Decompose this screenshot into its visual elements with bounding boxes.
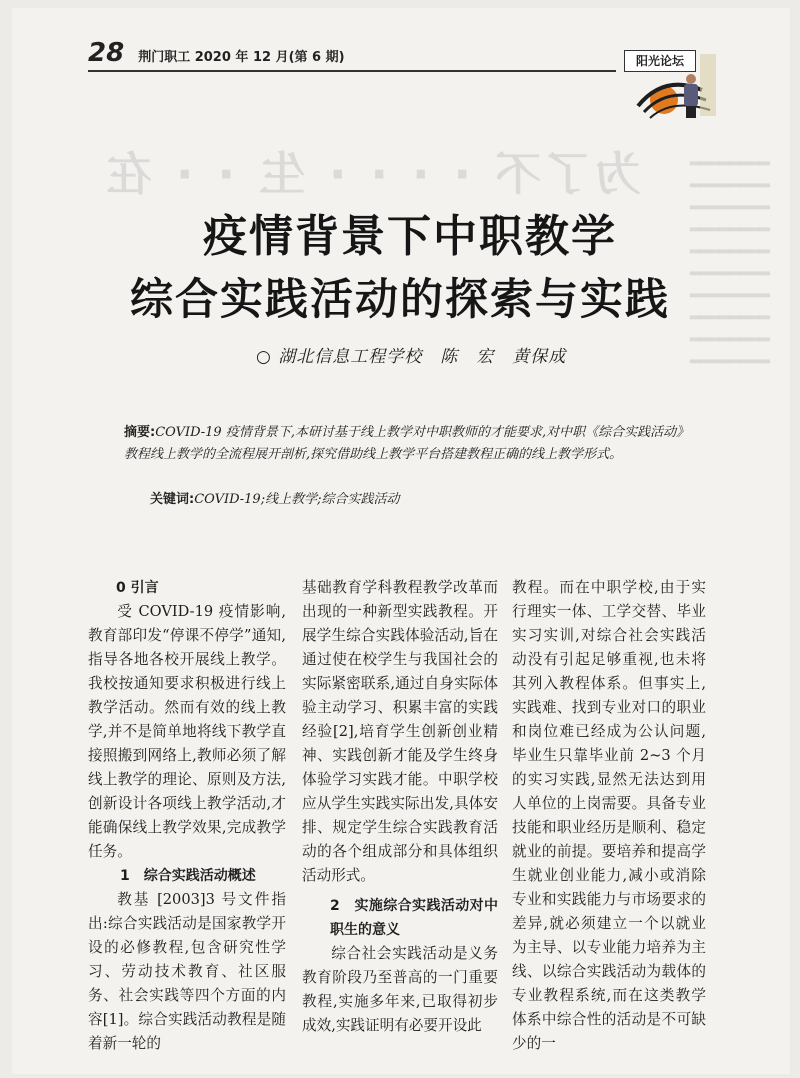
running-header — [88, 38, 345, 68]
abstract-label: 摘要: — [124, 425, 156, 440]
header-rule — [88, 70, 616, 72]
column-logo-label: 阳光论坛 — [624, 50, 696, 72]
journal-info: 荆门职工 2020 年 12 月(第 6 期) — [138, 50, 345, 65]
section-heading-1: 1 综合实践活动概述 — [120, 868, 256, 884]
keywords-text: COVID-19;线上教学;综合实践活动 — [194, 492, 400, 507]
keywords — [150, 488, 690, 507]
section-heading-2: 2 实施综合实践活动对中职生的意义 — [330, 898, 498, 938]
keywords-label: 关键词: — [150, 492, 195, 507]
article-authors: ○ 湖北信息工程学校 陈 宏 黄保成 — [256, 347, 567, 367]
paragraph: 综合社会实践活动是义务教育阶段乃至普高的一门重要教程,实施多年来,已取得初步成效,实践证明有必要开设此 — [302, 945, 498, 1034]
show-through-text: 为了不 · · · · 生 · · 在 — [102, 147, 641, 201]
body-column-1 — [88, 576, 286, 1056]
magazine-page — [12, 8, 790, 1074]
body-column-3 — [512, 576, 706, 1056]
show-through-column: ▂▂▂▂▂▂▂▂ ▂▂▂▂▂▂▂▂ ▂▂▂▂▂▂▂▂ ▂▂▂▂▂▂▂▂ ▂▂▂▂▂▂▂▂ ▂▂▂▂▂▂▂▂ ▂▂▂▂▂▂▂▂ ▂▂▂▂▂▂▂▂ ▂▂▂▂▂▂▂▂ ▂▂▂▂▂▂▂▂ — [690, 151, 770, 364]
paragraph: 教程。而在中职学校,由于实行理实一体、工学交替、毕业实习实训,对综合社会实践活动没有引起足够重视,也未将其列入教程体系。但事实上,实践难、找到专业对口的职业和岗位难已经成为公认问题,毕业生只靠毕业前 2~3 个月的实习实践,显然无法达到用人单位的上岗需要。具备专业技能和职业经历是顺利、稳定就业的前提。要培养和提高学生就业创业能力,减小或消除专业和实践能力与市场要求的差异,就必须建立一个以就业为主导、以专业能力培养为主线、以综合实践活动为载体的专业教程系统,而在这类教学体系中综合性的活动是不可缺少的一 — [512, 579, 706, 1052]
paragraph: 受 COVID-19 疫情影响,教育部印发“停课不停学”通知,指导各地各校开展线上教学。我校按通知要求积极进行线上教学活动。然而有效的线上教学,并不是简单地将线下教学直接照搬到网络上,教师必须了解线上教学的理论、原则及方法,创新设计各项线上教学活动,才能确保线上教学效果,完成教学任务。 — [88, 603, 286, 860]
article-title-line1: 疫情背景下中职教学 — [203, 211, 617, 262]
column-logo — [624, 46, 716, 122]
body-column-2 — [302, 576, 498, 1038]
paragraph: 教基 [2003]3 号文件指出:综合实践活动是国家教学开设的必修教程,包含研究性学习、劳动技术教育、社区服务、社会实践等四个方面的内容[1]。综合实践活动教程是随着新一轮的 — [88, 891, 286, 1052]
article-title-line2: 综合实践活动的探索与实践 — [130, 275, 670, 325]
section-heading-intro: 0 引言 — [116, 580, 159, 596]
abstract-text: COVID-19 疫情背景下,本研讨基于线上教学对中职教师的才能要求,对中职《综合实践活动》教程线上教学的全流程展开剖析,探究借助线上教学平台搭建教程正确的线上教学形式。 — [124, 425, 690, 462]
paragraph: 基础教育学科教程教学改革而出现的一种新型实践教程。开展学生综合实践体验活动,旨在通过使在校学生与我国社会的实际紧密联系,通过自身实际体验主动学习、积累丰富的实践经验[2],培育学生创新创业精神、实践创新才能及学生终身体验学习实践才能。中职学校应从学生实践实际出发,具体安排、规定学生综合实践教育活动的各个组成部分和具体组织活动形式。 — [302, 579, 498, 884]
abstract — [124, 422, 694, 466]
page-number: 28 — [88, 38, 125, 68]
sun-wave-logo-icon — [624, 46, 716, 122]
